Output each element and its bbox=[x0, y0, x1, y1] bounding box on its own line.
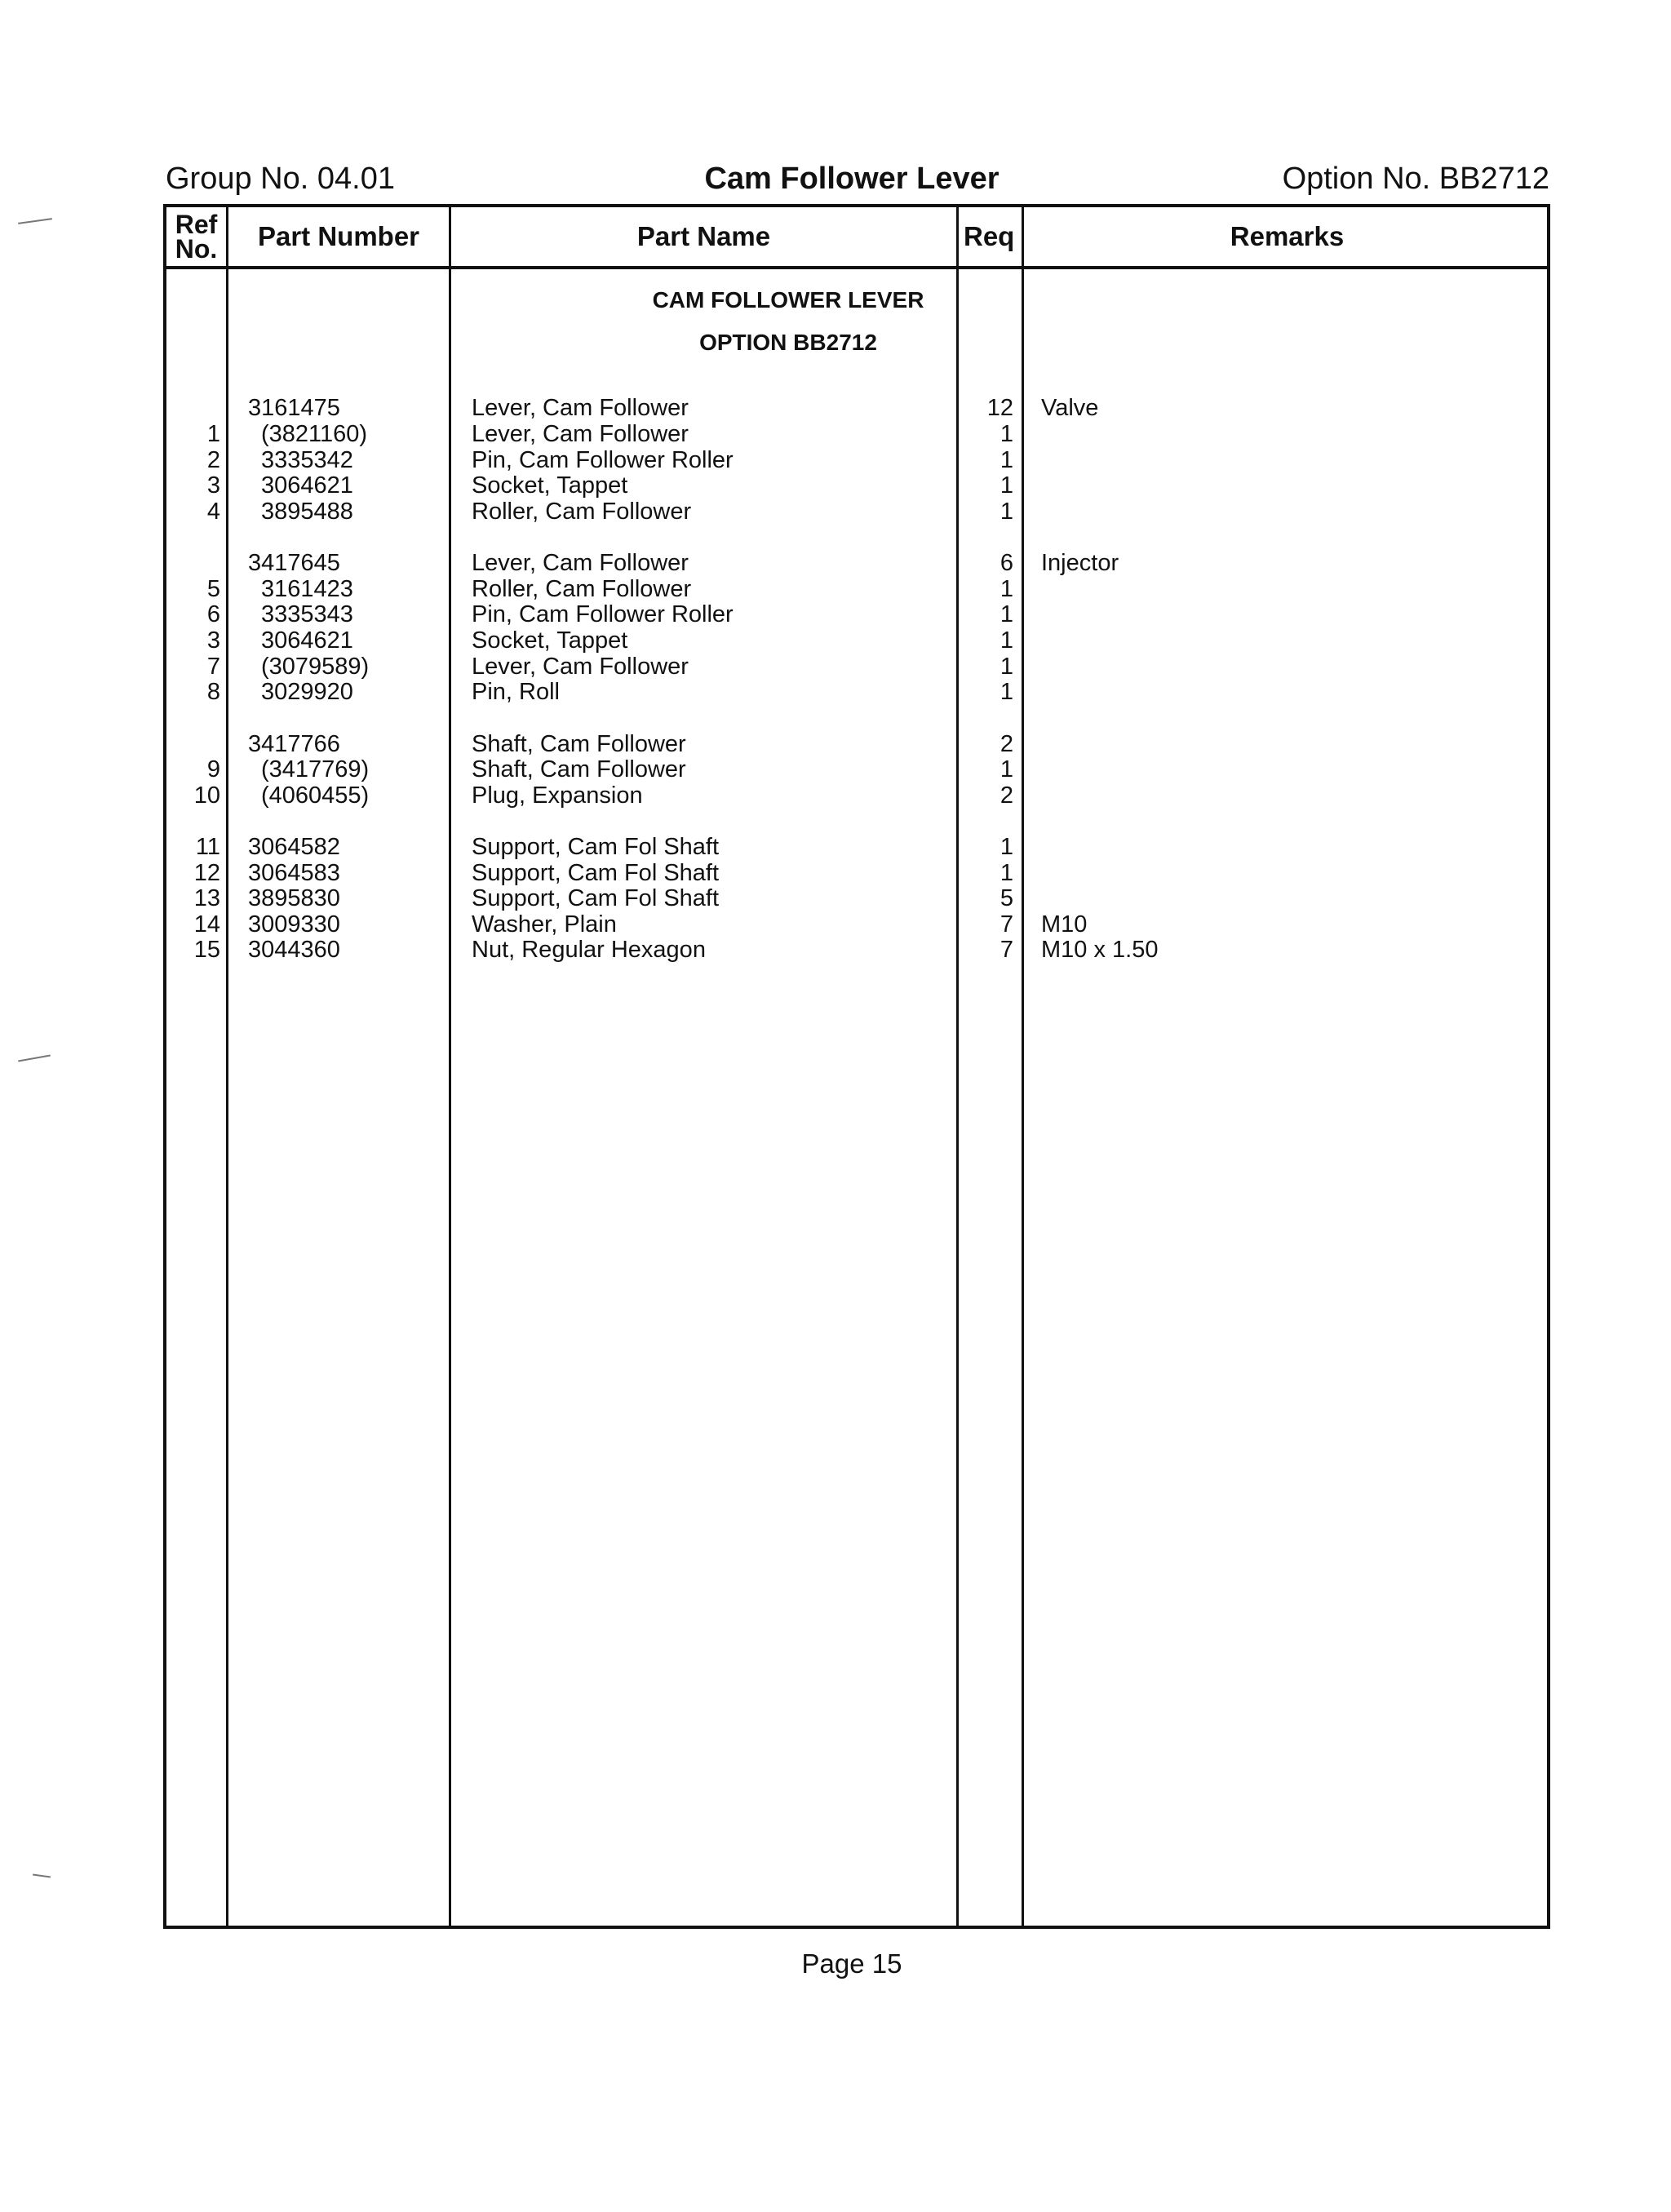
row-part-name: Pin, Cam Follower Roller bbox=[472, 447, 734, 473]
row-part-name: Plug, Expansion bbox=[472, 782, 643, 809]
row-part-number: 3161475 bbox=[248, 395, 340, 421]
row-part-number: (4060455) bbox=[261, 782, 370, 809]
row-req-qty: 2 bbox=[999, 731, 1013, 757]
row-req-qty: 1 bbox=[999, 447, 1013, 473]
row-ref-no: 3 bbox=[206, 627, 220, 654]
row-part-name: Pin, Cam Follower Roller bbox=[472, 601, 734, 627]
row-part-name: Support, Cam Fol Shaft bbox=[472, 860, 720, 886]
row-req-qty: 1 bbox=[999, 654, 1013, 680]
row-ref-no: 4 bbox=[206, 499, 220, 525]
row-ref-no: 11 bbox=[195, 834, 220, 860]
row-part-number: 3064583 bbox=[248, 860, 340, 886]
row-part-name: Roller, Cam Follower bbox=[472, 576, 692, 602]
row-req-qty: 12 bbox=[986, 395, 1013, 421]
row-part-name: Shaft, Cam Follower bbox=[472, 756, 686, 782]
row-part-number: 3161423 bbox=[261, 576, 353, 602]
row-ref-no: 7 bbox=[206, 654, 220, 680]
column-header-ref-line2: No. bbox=[175, 234, 218, 264]
row-ref-no: 1 bbox=[206, 421, 220, 447]
group-number: Group No. 04.01 bbox=[166, 162, 395, 196]
row-part-number: (3821160) bbox=[261, 421, 368, 447]
section-title: CAM FOLLOWER LEVER bbox=[652, 287, 924, 313]
row-req-qty: 1 bbox=[999, 679, 1013, 705]
row-part-number: 3064621 bbox=[261, 472, 353, 499]
row-part-name: Lever, Cam Follower bbox=[472, 421, 689, 447]
row-part-name: Support, Cam Fol Shaft bbox=[472, 885, 720, 911]
row-ref-no: 14 bbox=[193, 911, 220, 938]
section-subtitle: OPTION BB2712 bbox=[699, 330, 877, 355]
scan-mark bbox=[33, 1873, 51, 1877]
row-remarks: M10 x 1.50 bbox=[1041, 937, 1159, 963]
row-part-number: 3417766 bbox=[248, 731, 340, 757]
row-part-number: 3044360 bbox=[248, 937, 340, 963]
row-req-qty: 5 bbox=[999, 885, 1013, 911]
parts-table bbox=[163, 204, 1550, 1929]
row-part-number: 3895488 bbox=[261, 499, 353, 525]
row-remarks: Injector bbox=[1041, 550, 1119, 576]
row-req-qty: 1 bbox=[999, 499, 1013, 525]
row-part-name: Lever, Cam Follower bbox=[472, 654, 689, 680]
row-part-number: 3064582 bbox=[248, 834, 340, 860]
column-header-ref bbox=[166, 207, 226, 266]
scan-mark bbox=[18, 1055, 51, 1062]
row-ref-no: 10 bbox=[193, 782, 220, 809]
row-req-qty: 7 bbox=[999, 911, 1013, 938]
row-part-name: Nut, Regular Hexagon bbox=[472, 937, 706, 963]
header-divider bbox=[166, 266, 1547, 269]
row-ref-no: 13 bbox=[193, 885, 220, 911]
column-header-part-number: Part Number bbox=[257, 221, 420, 251]
row-part-name: Roller, Cam Follower bbox=[472, 499, 692, 525]
row-req-qty: 1 bbox=[999, 756, 1013, 782]
row-req-qty: 1 bbox=[999, 834, 1013, 860]
row-part-name: Shaft, Cam Follower bbox=[472, 731, 686, 757]
row-part-number: 3895830 bbox=[248, 885, 340, 911]
row-req-qty: 1 bbox=[999, 421, 1013, 447]
row-part-number: 3064621 bbox=[261, 627, 353, 654]
option-number: Option No. BB2712 bbox=[1282, 162, 1549, 196]
column-header-req: Req bbox=[964, 221, 1015, 251]
column-header-part-name: Part Name bbox=[636, 221, 771, 251]
row-req-qty: 1 bbox=[999, 472, 1013, 499]
row-req-qty: 1 bbox=[999, 601, 1013, 627]
row-part-number: 3335342 bbox=[261, 447, 353, 473]
scan-mark bbox=[18, 218, 52, 224]
row-part-number: 3029920 bbox=[261, 679, 353, 705]
row-req-qty: 2 bbox=[999, 782, 1013, 809]
row-part-name: Washer, Plain bbox=[472, 911, 617, 938]
row-part-name: Support, Cam Fol Shaft bbox=[472, 834, 720, 860]
page-number: Page 15 bbox=[801, 1948, 902, 1979]
row-req-qty: 1 bbox=[999, 860, 1013, 886]
row-part-number: (3079589) bbox=[261, 654, 370, 680]
row-ref-no: 15 bbox=[193, 937, 220, 963]
row-part-number: (3417769) bbox=[261, 756, 370, 782]
row-ref-no: 12 bbox=[193, 860, 220, 886]
column-divider bbox=[1022, 207, 1024, 1926]
row-ref-no: 8 bbox=[206, 679, 220, 705]
row-part-name: Socket, Tappet bbox=[472, 472, 628, 499]
row-req-qty: 1 bbox=[999, 576, 1013, 602]
column-divider bbox=[449, 207, 451, 1926]
row-ref-no: 9 bbox=[206, 756, 220, 782]
column-divider bbox=[226, 207, 228, 1926]
row-part-number: 3335343 bbox=[261, 601, 353, 627]
row-req-qty: 6 bbox=[999, 550, 1013, 576]
column-header-remarks: Remarks bbox=[1230, 221, 1345, 251]
row-part-number: 3009330 bbox=[248, 911, 340, 938]
row-part-number: 3417645 bbox=[248, 550, 340, 576]
column-header-ref-line1: Ref bbox=[175, 210, 218, 239]
row-req-qty: 7 bbox=[999, 937, 1013, 963]
row-ref-no: 3 bbox=[206, 472, 220, 499]
row-part-name: Pin, Roll bbox=[472, 679, 560, 705]
row-ref-no: 2 bbox=[206, 447, 220, 473]
row-req-qty: 1 bbox=[999, 627, 1013, 654]
row-ref-no: 6 bbox=[206, 601, 220, 627]
row-part-name: Lever, Cam Follower bbox=[472, 550, 689, 576]
row-part-name: Socket, Tappet bbox=[472, 627, 628, 654]
row-ref-no: 5 bbox=[206, 576, 220, 602]
row-part-name: Lever, Cam Follower bbox=[472, 395, 689, 421]
page-title: Cam Follower Lever bbox=[704, 162, 999, 196]
row-remarks: Valve bbox=[1041, 395, 1099, 421]
row-remarks: M10 bbox=[1041, 911, 1088, 938]
